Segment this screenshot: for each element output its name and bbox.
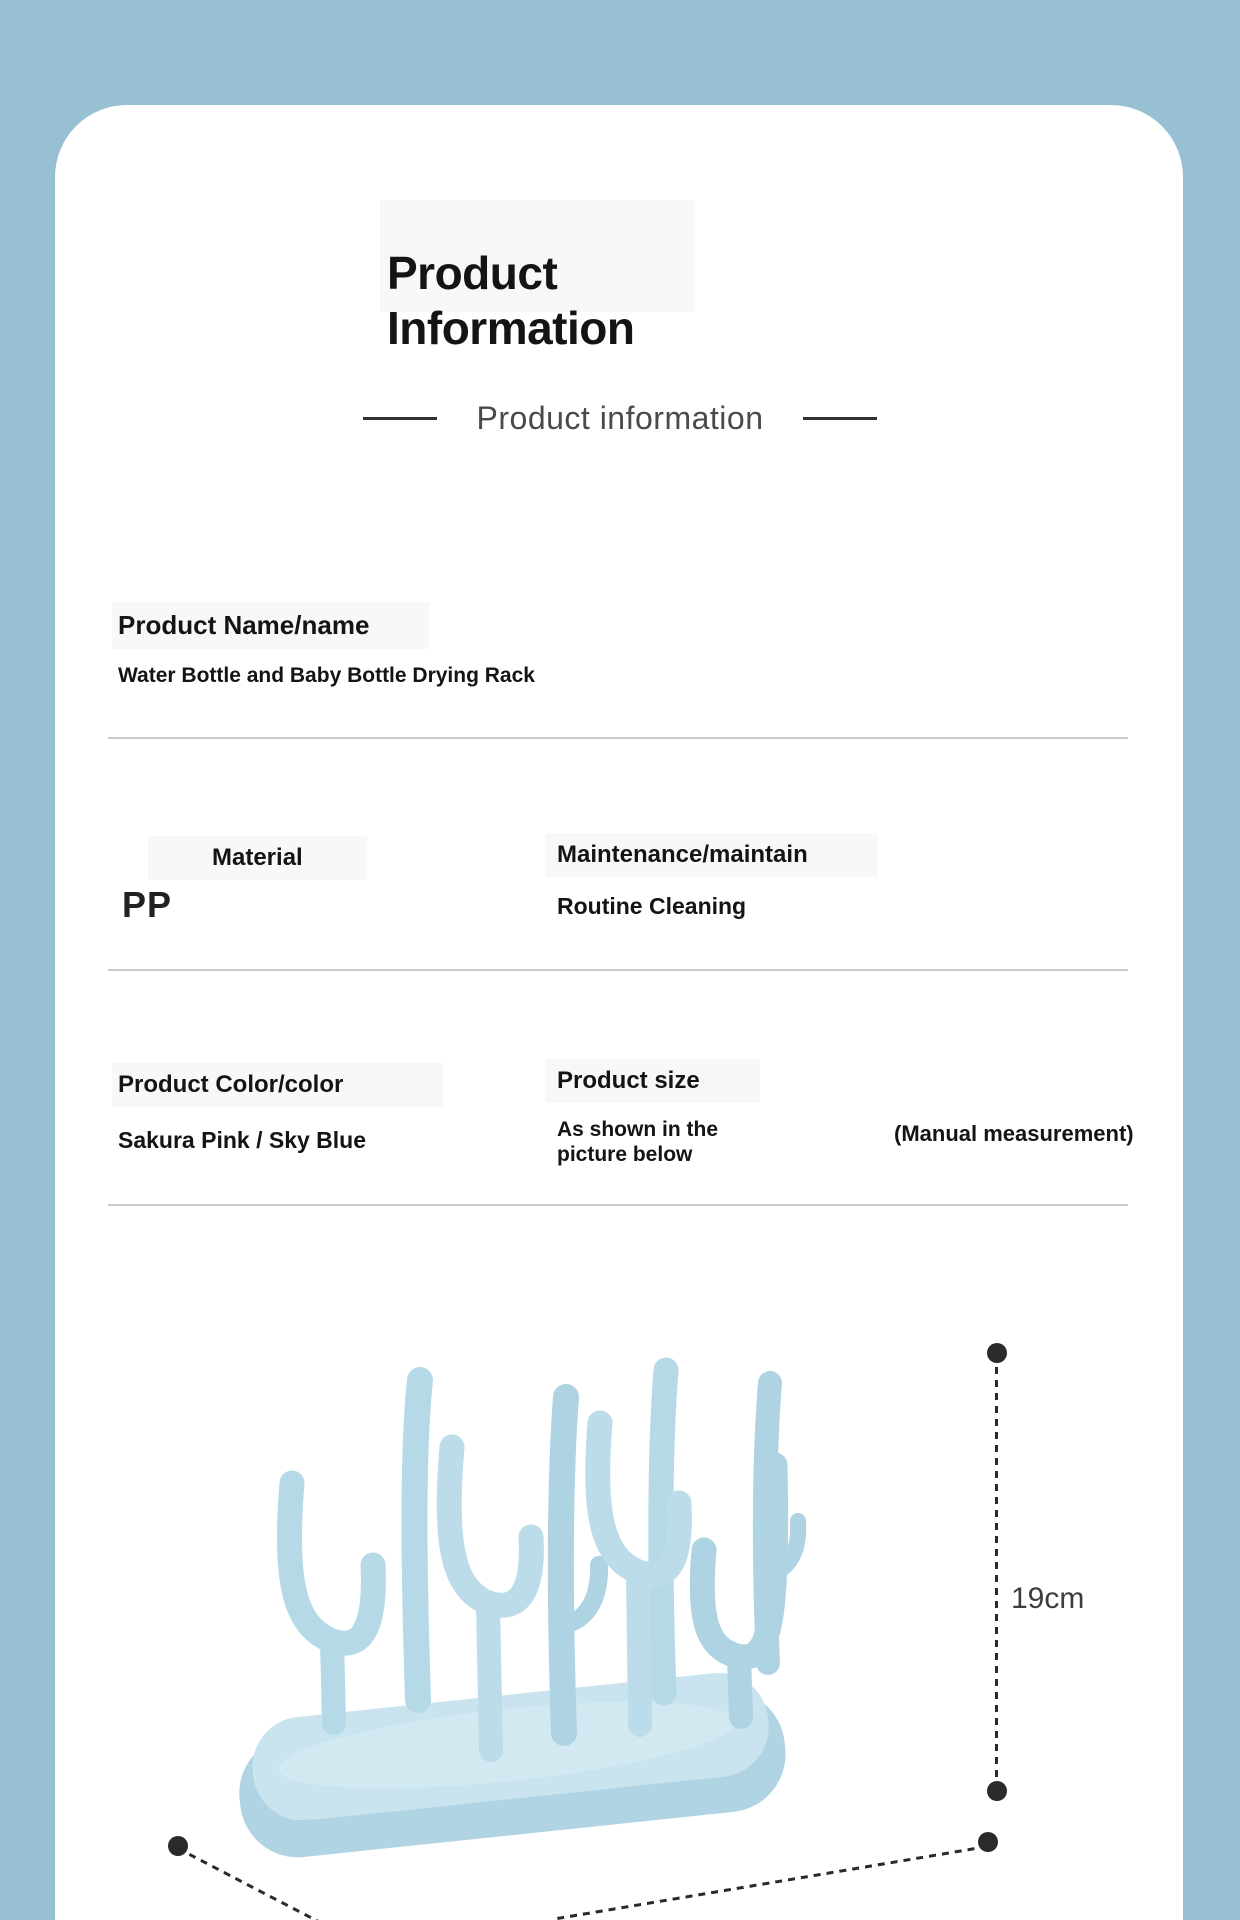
- color-label-box: [112, 1063, 443, 1107]
- cactus-prong: [661, 1370, 666, 1693]
- subtitle-text: Product information: [476, 400, 764, 436]
- divider: [108, 1204, 1128, 1206]
- maintenance-value: Routine Cleaning: [557, 893, 747, 919]
- cactus-prong: [702, 1465, 775, 1657]
- size-value-line-2: picture below: [557, 1143, 693, 1166]
- product-image: [180, 1325, 880, 1885]
- cactus-prong: [332, 1641, 334, 1723]
- drying-tray: [232, 1667, 792, 1864]
- product-name-label-box: [112, 602, 429, 649]
- product-name-value: Water Bottle and Baby Bottle Drying Rack: [118, 664, 535, 687]
- measure-dot-left: [168, 1836, 188, 1856]
- divider: [108, 969, 1128, 971]
- cactus-prong: [449, 1447, 531, 1605]
- maintenance-label-box: [545, 833, 878, 877]
- measure-dot-bottom: [987, 1781, 1007, 1801]
- size-value-line-1: As shown in the: [557, 1118, 719, 1141]
- measure-dot-top: [987, 1343, 1007, 1363]
- material-value: PP: [122, 884, 173, 925]
- page-title-line-2: Information: [387, 302, 635, 354]
- cactus-prong: [561, 1397, 566, 1733]
- maintenance-label: Maintenance/maintain: [557, 841, 808, 868]
- color-label: Product Color/color: [118, 1071, 344, 1098]
- cactus-prong: [638, 1573, 640, 1725]
- height-label: 19cm: [1011, 1582, 1085, 1615]
- page-title: [387, 246, 634, 356]
- subtitle-dash-left-icon: [363, 417, 437, 420]
- size-label: Product size: [557, 1067, 700, 1094]
- subtitle: [363, 400, 877, 436]
- material-label-box: [148, 836, 367, 880]
- cactus-prong: [739, 1658, 741, 1717]
- cactus-prong: [289, 1483, 373, 1643]
- size-note: (Manual measurement): [894, 1121, 1134, 1146]
- size-label-box: [545, 1059, 760, 1103]
- divider: [108, 737, 1128, 739]
- product-name-label: Product Name/name: [118, 610, 370, 640]
- cactus-prong: [488, 1604, 491, 1750]
- color-value: Sakura Pink / Sky Blue: [118, 1127, 367, 1153]
- subtitle-dash-right-icon: [803, 417, 877, 420]
- size-value: [557, 1117, 718, 1167]
- cactus-prong: [415, 1380, 421, 1700]
- measure-dot-right: [978, 1832, 998, 1852]
- height-measure-line: [995, 1367, 998, 1779]
- page-title-line-1: Product: [387, 247, 558, 299]
- material-label: Material: [212, 844, 303, 871]
